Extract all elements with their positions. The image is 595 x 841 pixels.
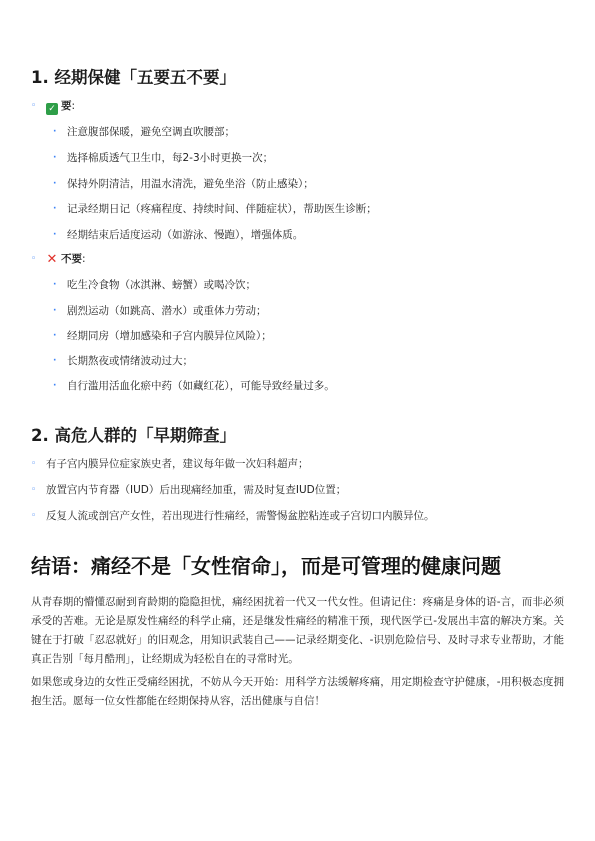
bullet-square-icon: · <box>53 306 57 316</box>
bullet-square-icon: · <box>53 381 57 391</box>
bullet-square-icon: · <box>53 179 57 189</box>
bullet-square-icon: · <box>53 356 57 366</box>
bullet-hollow-icon: ◦ <box>31 485 37 495</box>
conclusion-heading: 结语：痛经不是「女性宿命」，而是可管理的健康问题 <box>31 554 501 578</box>
list-item-text: 有子宫内膜异位症家族史者，建议每年做一次妇科超声； <box>46 458 309 470</box>
dont-label-suffix: : <box>82 253 86 265</box>
conclusion-paragraph-2: 如果您或身边的女性正受痛经困扰，不妨从今天开始：用科学方法缓解疼痛，用定期检查守护健康，-用积极态度拥抱生活。愿每一位女性都能在经期保持从容，活出健康与自信！ <box>31 676 564 707</box>
section2-heading: 2. 高危人群的「早期筛查」 <box>31 426 236 445</box>
bullet-hollow-icon: ◦ <box>31 511 37 521</box>
list-item-text: 注意腹部保暖，避免空调直吹腰部； <box>67 126 235 138</box>
list-item-text: 记录经期日记（疼痛程度、持续时间、伴随症状），帮助医生诊断； <box>67 203 377 215</box>
do-label-suffix: : <box>71 100 76 112</box>
list-item-text: 放置宫内节育器（IUD）后出现痛经加重，需及时复查IUD位置； <box>46 484 347 496</box>
do-label: 要 <box>61 100 72 112</box>
bullet-hollow-icon: ◦ <box>31 459 37 469</box>
section1-heading: 1. 经期保健「五要五不要」 <box>31 68 236 87</box>
list-item-text: 长期熬夜或情绪波动过大； <box>67 355 193 367</box>
bullet-square-icon: · <box>53 153 57 163</box>
bullet-square-icon: · <box>53 204 57 214</box>
list-item-text: 经期结束后适度运动（如游泳、慢跑），增强体质。 <box>67 229 304 241</box>
dont-label: 不要 <box>61 253 82 265</box>
check-mark-icon: ✓ <box>46 103 58 115</box>
bullet-square-icon: · <box>53 230 57 240</box>
list-item-text: 自行滥用活血化瘀中药（如藏红花），可能导致经量过多。 <box>67 380 335 392</box>
bullet-square-icon: · <box>53 331 57 341</box>
bullet-square-icon: · <box>53 280 57 290</box>
list-item-text: 反复人流或剖宫产女性，若出现进行性痛经，需警惕盆腔粘连或子宫切口内膜异位。 <box>46 510 435 522</box>
cross-mark-icon: ✕ <box>46 252 58 267</box>
conclusion-paragraph-1: 从青春期的懵懂忍耐到育龄期的隐隐担忧，痛经困扰着一代又一代女性。但请记住：疼痛是身体的语-言，而非必须承受的苦难。无论是原发性痛经的科学止痛，还是继发性痛经的精准干预，现代医学已-发展出丰富的解决方案。关键在于打破「忍忍就好」的旧观念，用知识武装自己——记录经期变化、-识别危险信号、及时寻求专业帮助，才能真正告别「每月酷刑」，让经期成为轻松自在的寻常时光。 <box>31 596 564 665</box>
bullet-square-icon: · <box>53 127 57 137</box>
list-item-text: 选择棉质透气卫生巾，每2-3小时更换一次； <box>67 152 274 164</box>
bullet-hollow-icon: ◦ <box>31 254 37 264</box>
list-item-text: 剧烈运动（如跳高、潜水）或重体力劳动； <box>67 305 267 317</box>
list-item-text: 吃生冷食物（冰淇淋、螃蟹）或喝冷饮； <box>67 279 256 291</box>
list-item-text: 经期同房（增加感染和子宫内膜异位风险）； <box>67 330 272 342</box>
list-item-text: 保持外阴清洁，用温水清洗，避免坐浴（防止感染）； <box>67 178 314 190</box>
bullet-hollow-icon: ◦ <box>31 101 37 111</box>
